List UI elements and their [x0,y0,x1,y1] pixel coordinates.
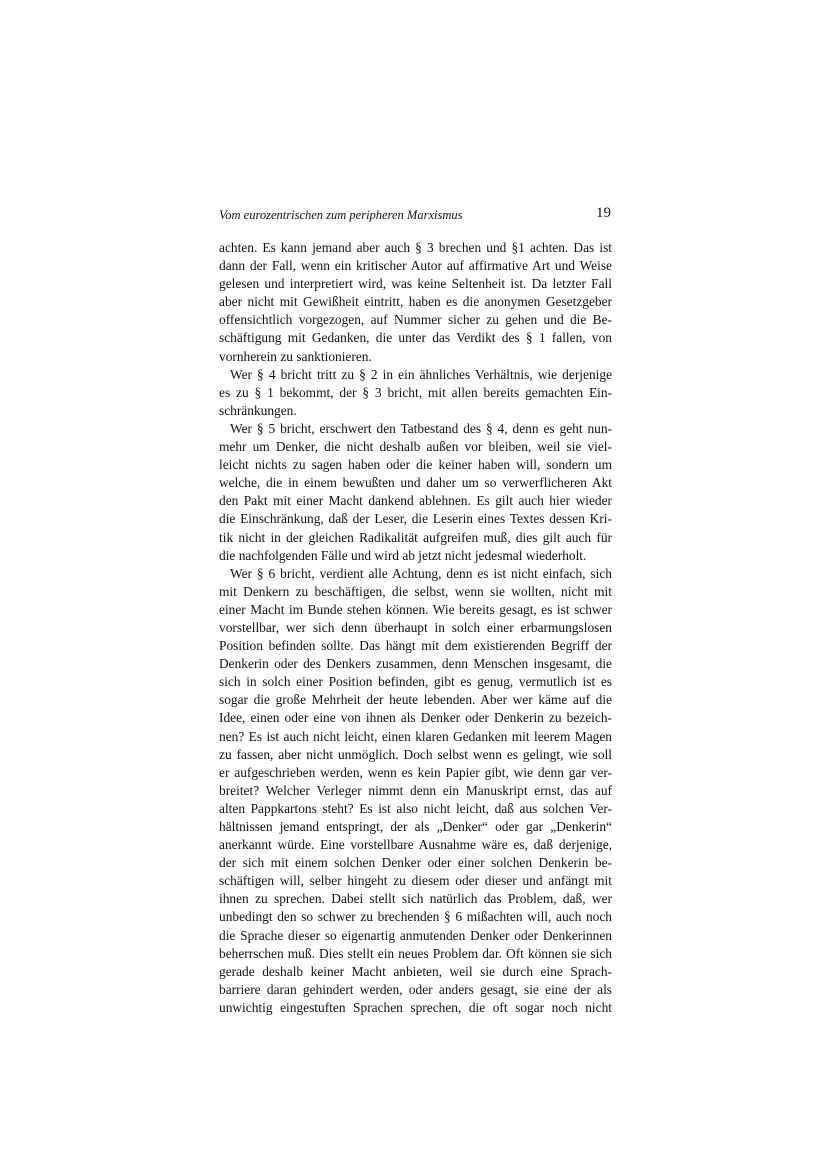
text-line: zu fassen, aber nicht unmöglich. Doch selbst wenn es gelingt, wie soll [219,746,612,762]
text-line: achten. Es kann jemand aber auch § 3 brechen und §1 achten. Das ist [219,240,612,255]
text-line: unwichtig eingestuften Sprachen sprechen, die oft sogar noch nicht [219,999,612,1015]
text-line: die Sprache dieser so eigenartig anmutenden Denker oder Denkerinnen [219,927,612,943]
text-line: schäftigung mit Gedanken, die unter das Verdikt des § 1 fallen, von [219,330,612,346]
text-line: Position befinden sollte. Das hängt mit dem existierenden Begriff der [219,638,612,654]
text-line: tik nicht in der gleichen Radikalität aufgreifen muß, dies gilt auch für [219,529,612,545]
text-line: schränkungen. [219,402,297,418]
text-line: Wer § 4 bricht tritt zu § 2 in ein ähnliches Verhältnis, wie derjenige [230,366,612,382]
text-line: er aufgeschrieben werden, wenn es kein Papier gibt, wie denn gar ver- [219,764,612,780]
text-line: dann der Fall, wenn ein kritischer Autor auf affirmative Art und Weise [219,258,612,274]
text-line: leicht nichts zu sagen haben oder die keiner haben will, sondern um [219,457,612,473]
text-line: es zu § 1 bekommt, der § 3 bricht, mit allen bereits gemachten Ein- [219,384,612,400]
text-line: unbedingt den so schwer zu brechenden § 6 mißachten will, auch noch [219,909,612,925]
text-line: sich in solch einer Position befinden, gibt es genug, vermutlich ist es [219,674,612,690]
text-line: Denkerin oder des Denkers zusammen, denn Menschen insgesamt, die [219,656,612,672]
text-line: vorstellbar, wer sich denn überhaupt in solch einer erbarmungslosen [219,619,612,635]
text-line: Idee, einen oder eine von ihnen als Denker oder Denkerin zu bezeich- [219,710,612,726]
text-line: gerade deshalb keiner Macht anbieten, weil sie durch eine Sprach- [219,963,612,979]
text-line: offensichtlich vorgezogen, auf Nummer sicher zu gehen und die Be- [219,312,612,328]
text-line: einer Macht im Bunde stehen können. Wie bereits gesagt, es ist schwer [219,601,612,617]
text-line: beherrschen muß. Dies stellt ein neues Problem dar. Oft können sie sich [219,945,612,961]
text-line: alten Pappkartons steht? Es ist also nicht leicht, daß aus solchen Ver- [219,800,612,816]
text-line: sogar die große Mehrheit der heute lebenden. Aber wer käme auf die [219,692,612,708]
page-number: 19 [596,205,611,221]
running-title: Vom eurozentrischen zum peripheren Marxismus [219,208,463,222]
text-line: gelesen und interpretiert wird, was keine Seltenheit ist. Da letzter Fall [219,276,612,292]
text-line: hältnissen jemand entspringt, der als „Denker“ oder gar „Denkerin“ [219,819,612,834]
page-header [219,205,612,225]
text-line: mehr um Denker, die nicht deshalb außen vor bleiben, weil sie viel- [219,439,612,455]
text-line: der sich mit einem solchen Denker oder einer solchen Denkerin be- [219,855,612,871]
text-line: schäftigen will, selber hingeht zu diesem oder dieser und anfängt mit [219,873,612,889]
text-line: die nachfolgenden Fälle und wird ab jetzt nicht jedesmal wiederholt. [219,547,587,563]
text-line: Wer § 6 bricht, verdient alle Achtung, denn es ist nicht einfach, sich [230,565,612,581]
text-line: breitet? Welcher Verleger nimmt denn ein Manuskript ernst, das auf [219,782,612,798]
body-text [219,239,612,1017]
text-line: welche, die in einem bewußten und daher um so verwerflicheren Akt [219,475,612,491]
text-line: anerkannt würde. Eine vorstellbare Ausnahme wäre es, daß derjenige, [219,837,612,853]
text-line: Wer § 5 bricht, erschwert den Tatbestand des § 4, denn es geht nun- [230,420,612,436]
text-line: vornherein zu sanktionieren. [219,348,372,364]
text-line: mit Denkern zu beschäftigen, die selbst, wenn sie wollten, nicht mit [219,583,612,599]
text-line: den Pakt mit einer Macht dankend ablehnen. Es gilt auch hier wieder [219,493,612,509]
text-line: nen? Es ist auch nicht leicht, einen klaren Gedanken mit leerem Magen [219,728,612,744]
text-line: aber nicht mit Gewißheit eintritt, haben es die anonymen Gesetzgeber [219,294,612,310]
text-line: ihnen zu sprechen. Dabei stellt sich natürlich das Problem, daß, wer [219,891,612,907]
text-line: die Einschränkung, daß der Leser, die Leserin eines Textes dessen Kri- [219,511,612,527]
text-line: barriere daran gehindert werden, oder anders gesagt, sie eine der als [219,981,612,997]
